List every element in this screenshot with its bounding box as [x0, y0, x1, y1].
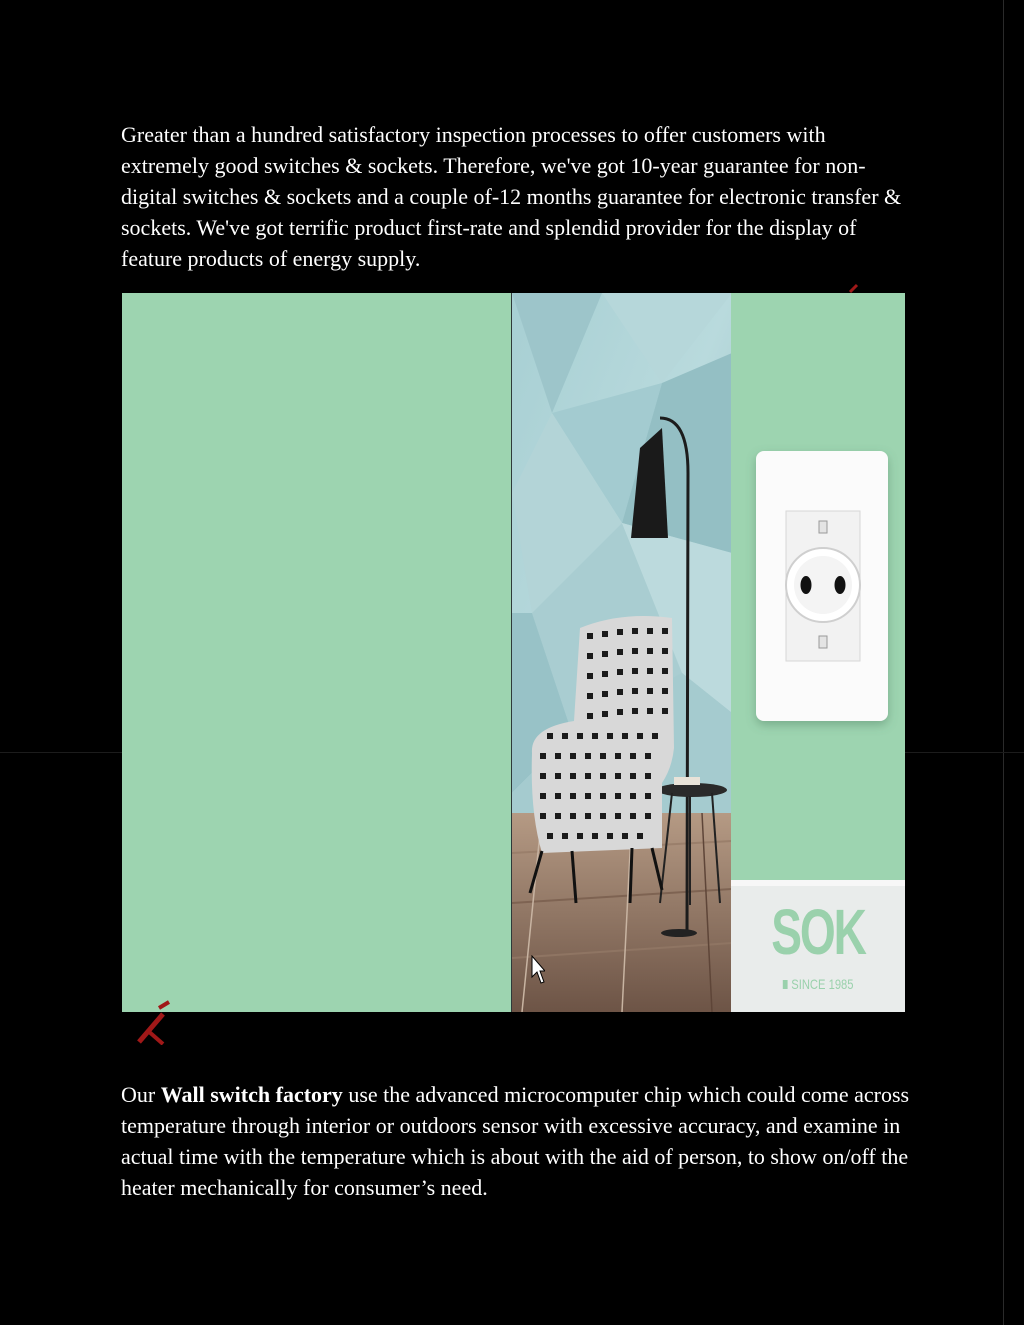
wall-socket-image: [731, 293, 905, 880]
square-bullet-icon: [782, 980, 787, 989]
watermark-fragment: [133, 1000, 173, 1045]
factory-paragraph: [121, 1079, 911, 1203]
product-panel: [731, 293, 905, 1012]
factory-paragraph-suffix: use the advanced microcomputer chip which could come across temperature through interior or outdoors sensor with excessive accuracy, and examine in actual time with the temperature which is about with the aid of person, to show on/off the heater mechanically for consumer’s need.: [121, 1082, 910, 1200]
brand-name: SOK: [771, 896, 865, 968]
room-scene: [512, 293, 732, 1012]
intro-paragraph: Greater than a hundred satisfactory inspection processes to offer customers with extremely good switches & sockets. Therefore, we've got 10-year guarantee for non-digital switches & sockets and a couple of-12 months guarantee for electronic transfer & sockets. We've got terrific product first-rate and splendid provider for the display of feature products of energy supply.: [121, 122, 902, 271]
factory-paragraph-prefix: Our: [121, 1082, 161, 1107]
brand-tagline-text: SINCE 1985: [791, 976, 854, 992]
page-edge: [1003, 0, 1004, 1325]
brand-logo: [731, 880, 905, 1012]
brand-tagline: [748, 974, 887, 994]
factory-paragraph-bold: Wall switch factory: [160, 1082, 343, 1107]
mouse-pointer-icon: [531, 955, 545, 985]
product-banner: [122, 293, 905, 1012]
interior-photo: [511, 293, 732, 1012]
